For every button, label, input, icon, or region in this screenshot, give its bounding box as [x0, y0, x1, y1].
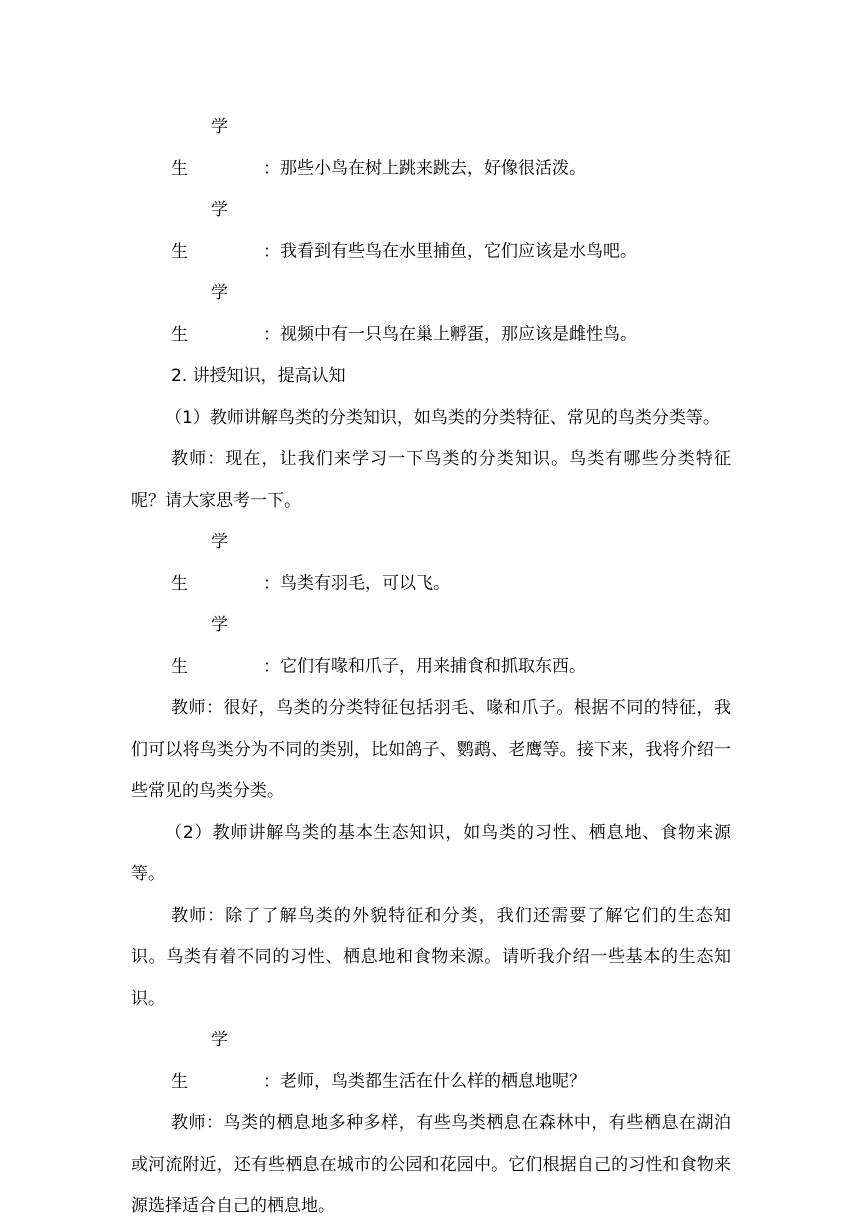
- speaker-separator: ：: [263, 573, 280, 594]
- dialogue-teacher-4: 教师：鸟类的栖息地多种多样，有些鸟类栖息在森林中，有些栖息在湖泊或河流附近，还有些栖息在城市的公园和花园中。它们根据自己的习性和食物来源选择适合自己的栖息地。: [131, 1113, 731, 1216]
- speaker-separator: ：: [263, 324, 280, 345]
- dialogue-student-6: [131, 1020, 731, 1103]
- dialogue-teacher-2: 教师：很好，鸟类的分类特征包括羽毛、喙和爪子。根据不同的特征，我们可以将鸟类分为不同的类别，比如鸽子、鹦鹉、老鹰等。接下来，我将介绍一些常见的鸟类分类。: [131, 698, 731, 801]
- dialogue-student-1: [131, 107, 731, 190]
- dialogue-text: 鸟类有羽毛，可以飞。: [280, 573, 450, 594]
- dialogue-student-3: [131, 273, 731, 356]
- dialogue-teacher-3: 教师：除了了解鸟类的外貌特征和分类，我们还需要了解它们的生态知识。鸟类有着不同的习性、栖息地和食物来源。请听我介绍一些基本的生态知识。: [131, 905, 731, 1009]
- subsection-heading-2: （2）教师讲解鸟类的基本生态知识，如鸟类的习性、栖息地、食物来源等。: [131, 822, 731, 884]
- speaker-label: 学生: [171, 117, 228, 179]
- dialogue-text: 它们有喙和爪子，用来捕食和抓取东西。: [280, 656, 586, 677]
- speaker-label: 学生: [171, 283, 228, 345]
- document-body: [131, 107, 731, 1228]
- dialogue-student-2: [131, 190, 731, 273]
- speaker-label: 学生: [171, 1030, 228, 1092]
- dialogue-text: 视频中有一只鸟在巢上孵蛋，那应该是雌性鸟。: [280, 324, 637, 345]
- dialogue-teacher-1: 教师：现在，让我们来学习一下鸟类的分类知识。鸟类有哪些分类特征呢？请大家思考一下。: [131, 449, 731, 511]
- dialogue-text: 那些小鸟在树上跳来跳去，好像很活泼。: [280, 158, 586, 179]
- speaker-separator: ：: [263, 1071, 280, 1092]
- speaker-label: 学生: [171, 615, 228, 677]
- speaker-label: 学生: [171, 200, 228, 262]
- speaker-separator: ：: [263, 656, 280, 677]
- subsection-heading-1: （1）教师讲解鸟类的分类知识，如鸟类的分类特征、常见的鸟类分类等。: [165, 407, 720, 428]
- speaker-label: 学生: [171, 532, 228, 594]
- dialogue-student-4: [131, 522, 731, 605]
- speaker-separator: ：: [263, 241, 280, 262]
- dialogue-text: 老师，鸟类都生活在什么样的栖息地呢？: [280, 1071, 586, 1092]
- speaker-separator: ：: [263, 158, 280, 179]
- dialogue-text: 我看到有些鸟在水里捕鱼，它们应该是水鸟吧。: [280, 241, 637, 262]
- dialogue-student-5: [131, 605, 731, 688]
- section-heading: 2. 讲授知识，提高认知: [171, 366, 346, 386]
